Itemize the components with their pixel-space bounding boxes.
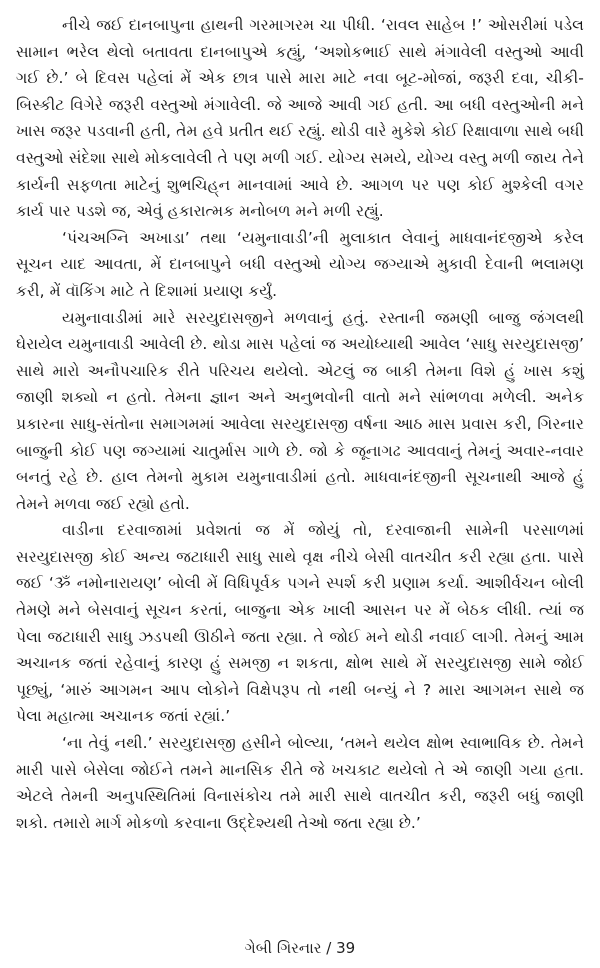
- paragraph: નીચે જઈ દાનબાપુના હાથની ગરમાગરમ ચા પીધી. ‘રાવલ સાહેબ !’ ઓસરીમાં પડેલ સામાન ભરેલ થેલો બતાવતા દાનબાપુએ કહ્યું, ‘અશોકભાઈ સાથે મંગાવેલી વસ્તુઓ આવી ગઈ છે.’ બે દિવસ પહેલાં મેં એક છાત્ર પાસે મારા માટે નવા બૂટ-મોજાં, જરૂરી દવા, ચીકી-બિસ્કીટ વિગેરે જરૂરી વસ્તુઓ મંગાવેલી. જે આજે આવી ગઈ હતી. આ બધી વસ્તુઓની મને ખાસ જરૂર પડવાની હતી, તેમ હવે પ્રતીત થઈ રહ્યું. થોડી વારે મુકેશે કોઈ રિક્ષાવાળા સાથે બધી વસ્તુઓ સંદેશા સાથે મોકલાવેલી તે પણ મળી ગઈ. યોગ્ય સમયે, યોગ્ય વસ્તુ મળી જાય તેને કાર્યની સફળતા માટેનું શુભચિહ્‌ન માનવામાં આવે છે. આગળ પર પણ કોઈ મુશ્કેલી વગર કાર્ય પાર પડશે જ, એવું હકારાત્મક મનોબળ મને મળી રહ્યું.: [16, 16, 584, 221]
- paragraph: યમુનાવાડીમાં મારે સરયુદાસજીને મળવાનું હતું. રસ્તાની જમણી બાજુ જંગલથી ઘેરાયેલ યમુનાવાડી આવેલી છે. થોડા માસ પહેલાં જ અયોધ્યાથી આવેલ ‘સાધુ સરયુદાસજી’ સાથે મારો અનૌપચારિક રીતે પરિચય થયેલો. એટલું જ બાકી તેમના વિશે હું ખાસ કશું જાણી શક્યો ન હતો. તેમના જ્ઞાન અને અનુભવોની વાતો મને સાંભળવા મળેલી. અનેક પ્રકારના સાધુ-સંતોના સમાગમમાં આવેલા સરયુદાસજી વર્ષના આઠ માસ પ્રવાસ કરી, ગિરનાર બાજુની કોઈ પણ જગ્યામાં ચાતુર્માસ ગાળે છે. જો કે જૂનાગઢ આવવાનું તેમનું અવાર-નવાર બનતું રહે છે. હાલ તેમનો મુકામ યમુનાવાડીમાં હતો. માધવાનંદજીની સૂચનાથી આજે હું તેમને મળવા જઈ રહ્યો હતો.: [16, 308, 584, 513]
- paragraph: ‘પંચઅગ્નિ અખાડા’ તથા ‘યમુનાવાડી’ની મુલાકાત લેવાનું માધવાનંદજીએ કરેલ સૂચન યાદ આવતા, મેં દાનબાપુને બધી વસ્તુઓ યોગ્ય જગ્યાએ મુકાવી દેવાની ભલામણ કરી, મેં વૉકિંગ માટે તે દિશામાં પ્રયાણ કર્યું.: [16, 228, 584, 300]
- page-body: [16, 12, 584, 836]
- paragraph: ‘ના તેવું નથી.’ સરયુદાસજી હસીને બોલ્યા, ‘તમને થયેલ ક્ષોભ સ્વાભાવિક છે. તેમને મારી પાસે બેસેલા જોઈને તમને માનસિક રીતે જે ખચકાટ થયેલો તે એ જાણી ગયા હતા. એટલે તેમની અનુપસ્થિતિમાં વિનાસંકોચ તમે મારી સાથે વાતચીત કરી, જરૂરી બધું જાણી શકો. તમારો માર્ગ મોકળો કરવાના ઉદ્દેશ્યથી તેઓ જતા રહ્યા છે.’: [16, 734, 584, 832]
- page-footer: ગેબી ગિરનાર / 39: [244, 939, 356, 957]
- paragraph: વાડીના દરવાજામાં પ્રવેશતાં જ મેં જોયું તો, દરવાજાની સામેની પરસાળમાં સરયુદાસજી કોઈ અન્ય જટાધારી સાધુ સાથે વૃક્ષ નીચે બેસી વાતચીત કરી રહ્યા હતા. પાસે જઈ ‘ૐ નમોનારાયણ’ બોલી મેં વિધિપૂર્વક પગને સ્પર્શ કરી પ્રણામ કર્યા. આશીર્વચન બોલી તેમણે મને બેસવાનું સૂચન કરતાં, બાજુના એક ખાલી આસન પર મેં બેઠક લીધી. ત્યાં જ પેલા જટાધારી સાધુ ઝડપથી ઊઠીને જતા રહ્યા. તે જોઈ મને થોડી નવાઈ લાગી. તેમનું આમ અચાનક જતાં રહેવાનું કારણ હું સમજી ન શકતા, ક્ષોભ સાથે મેં સરયુદાસજી સામે જોઈ પૂછ્યું, ‘મારું આગમન આપ લોકોને વિક્ષેપરૂપ તો નથી બન્યું ને ? મારા આગમન સાથે જ પેલા મહાત્મા અચાનક જતાં રહ્યાં.’: [16, 521, 584, 726]
